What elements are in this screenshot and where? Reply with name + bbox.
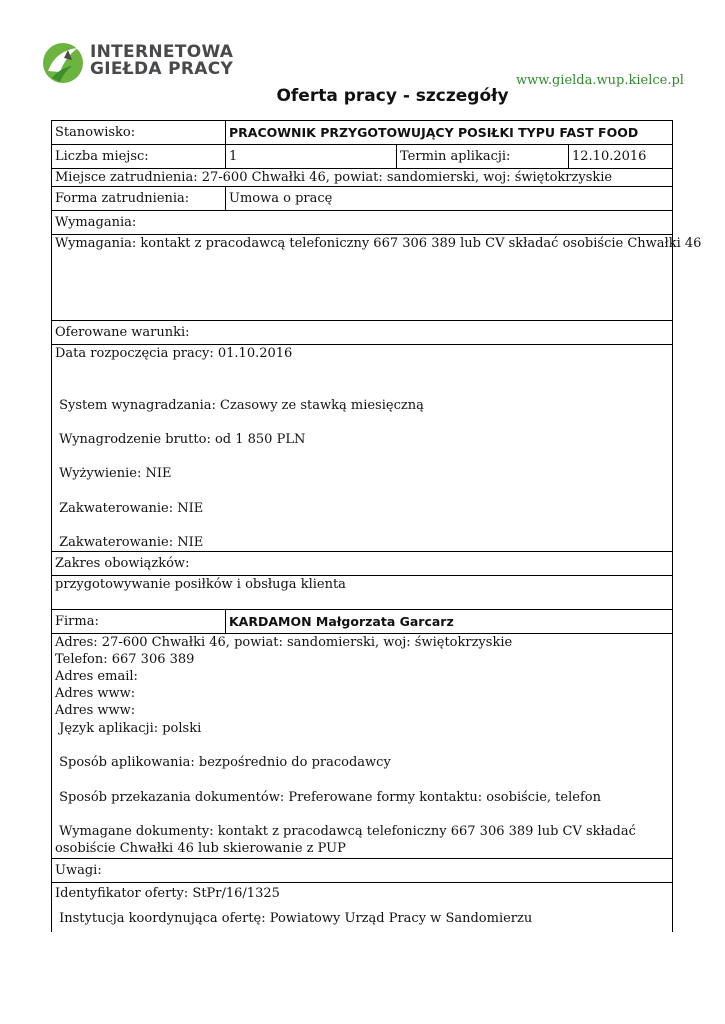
- required-documents: Wymagane dokumenty: kontakt z pracodawcą telefoniczny 667 306 389 lub CV składać osobiście Chwałki 46 lub skierowanie z PUP: [55, 824, 641, 856]
- condition-accommodation-2: Zakwaterowanie: NIE: [55, 535, 204, 550]
- company-address: Adres: 27-600 Chwałki 46, powiat: sandomierski, woj: świętokrzyskie: [55, 635, 513, 650]
- condition-meals: Wyżywienie: NIE: [55, 466, 172, 481]
- position-label: Stanowisko:: [55, 125, 136, 140]
- count-label: Liczba miejsc:: [55, 149, 149, 164]
- application-method: Sposób aplikowania: bezpośrednio do pracodawcy: [55, 755, 391, 770]
- count-value: 1: [229, 149, 238, 164]
- notes-label: Uwagi:: [55, 863, 102, 878]
- duties-label: Zakres obowiązków:: [55, 556, 190, 571]
- company-phone: Telefon: 667 306 389: [55, 652, 195, 667]
- documents-transfer: Sposób przekazania dokumentów: Preferowane formy kontaktu: osobiście, telefon: [55, 790, 601, 805]
- company-email: Adres email:: [55, 669, 138, 684]
- site-url[interactable]: www.gielda.wup.kielce.pl: [516, 73, 684, 88]
- deadline-value: 12.10.2016: [572, 149, 647, 164]
- offer-table: [51, 120, 702, 980]
- company-name: KARDAMON Małgorzata Garcarz: [229, 614, 454, 629]
- logo-text: INTERNETOWA GIEŁDA PRACY: [90, 42, 234, 79]
- page-title: Oferta pracy - szczegóły: [276, 86, 509, 106]
- application-language: Język aplikacji: polski: [55, 721, 202, 736]
- workplace: Miejsce zatrudnienia: 27-600 Chwałki 46, powiat: sandomierski, woj: świętokrzyskie: [55, 170, 613, 185]
- condition-start-date: Data rozpoczęcia pracy: 01.10.2016: [55, 346, 293, 361]
- offer-id: Identyfikator oferty: StPr/16/1325: [55, 886, 280, 901]
- position-value: PRACOWNIK PRZYGOTOWUJĄCY POSIŁKI TYPU FAST FOOD: [229, 125, 639, 140]
- conditions-label: Oferowane warunki:: [55, 325, 190, 340]
- condition-pay-system: System wynagradzania: Czasowy ze stawką miesięczną: [55, 398, 424, 413]
- duties-text: przygotowywanie posiłków i obsługa klienta: [55, 577, 346, 592]
- coordinating-institution: Instytucja koordynująca ofertę: Powiatowy Urząd Pracy w Sandomierzu: [55, 911, 533, 926]
- company-www: Adres www:: [55, 686, 136, 701]
- condition-salary: Wynagrodzenie brutto: od 1 850 PLN: [55, 432, 306, 447]
- form-label: Forma zatrudnienia:: [55, 191, 190, 206]
- requirements-label: Wymagania:: [55, 215, 137, 230]
- company-www-2: Adres www:: [55, 703, 136, 718]
- company-label: Firma:: [55, 614, 99, 629]
- condition-accommodation: Zakwaterowanie: NIE: [55, 501, 204, 516]
- deadline-label: Termin aplikacji:: [400, 149, 511, 164]
- form-value: Umowa o pracę: [229, 191, 333, 206]
- requirements-text: Wymagania: kontakt z pracodawcą telefoniczny 667 306 389 lub CV składać osobiście Chwałki 46: [55, 236, 702, 251]
